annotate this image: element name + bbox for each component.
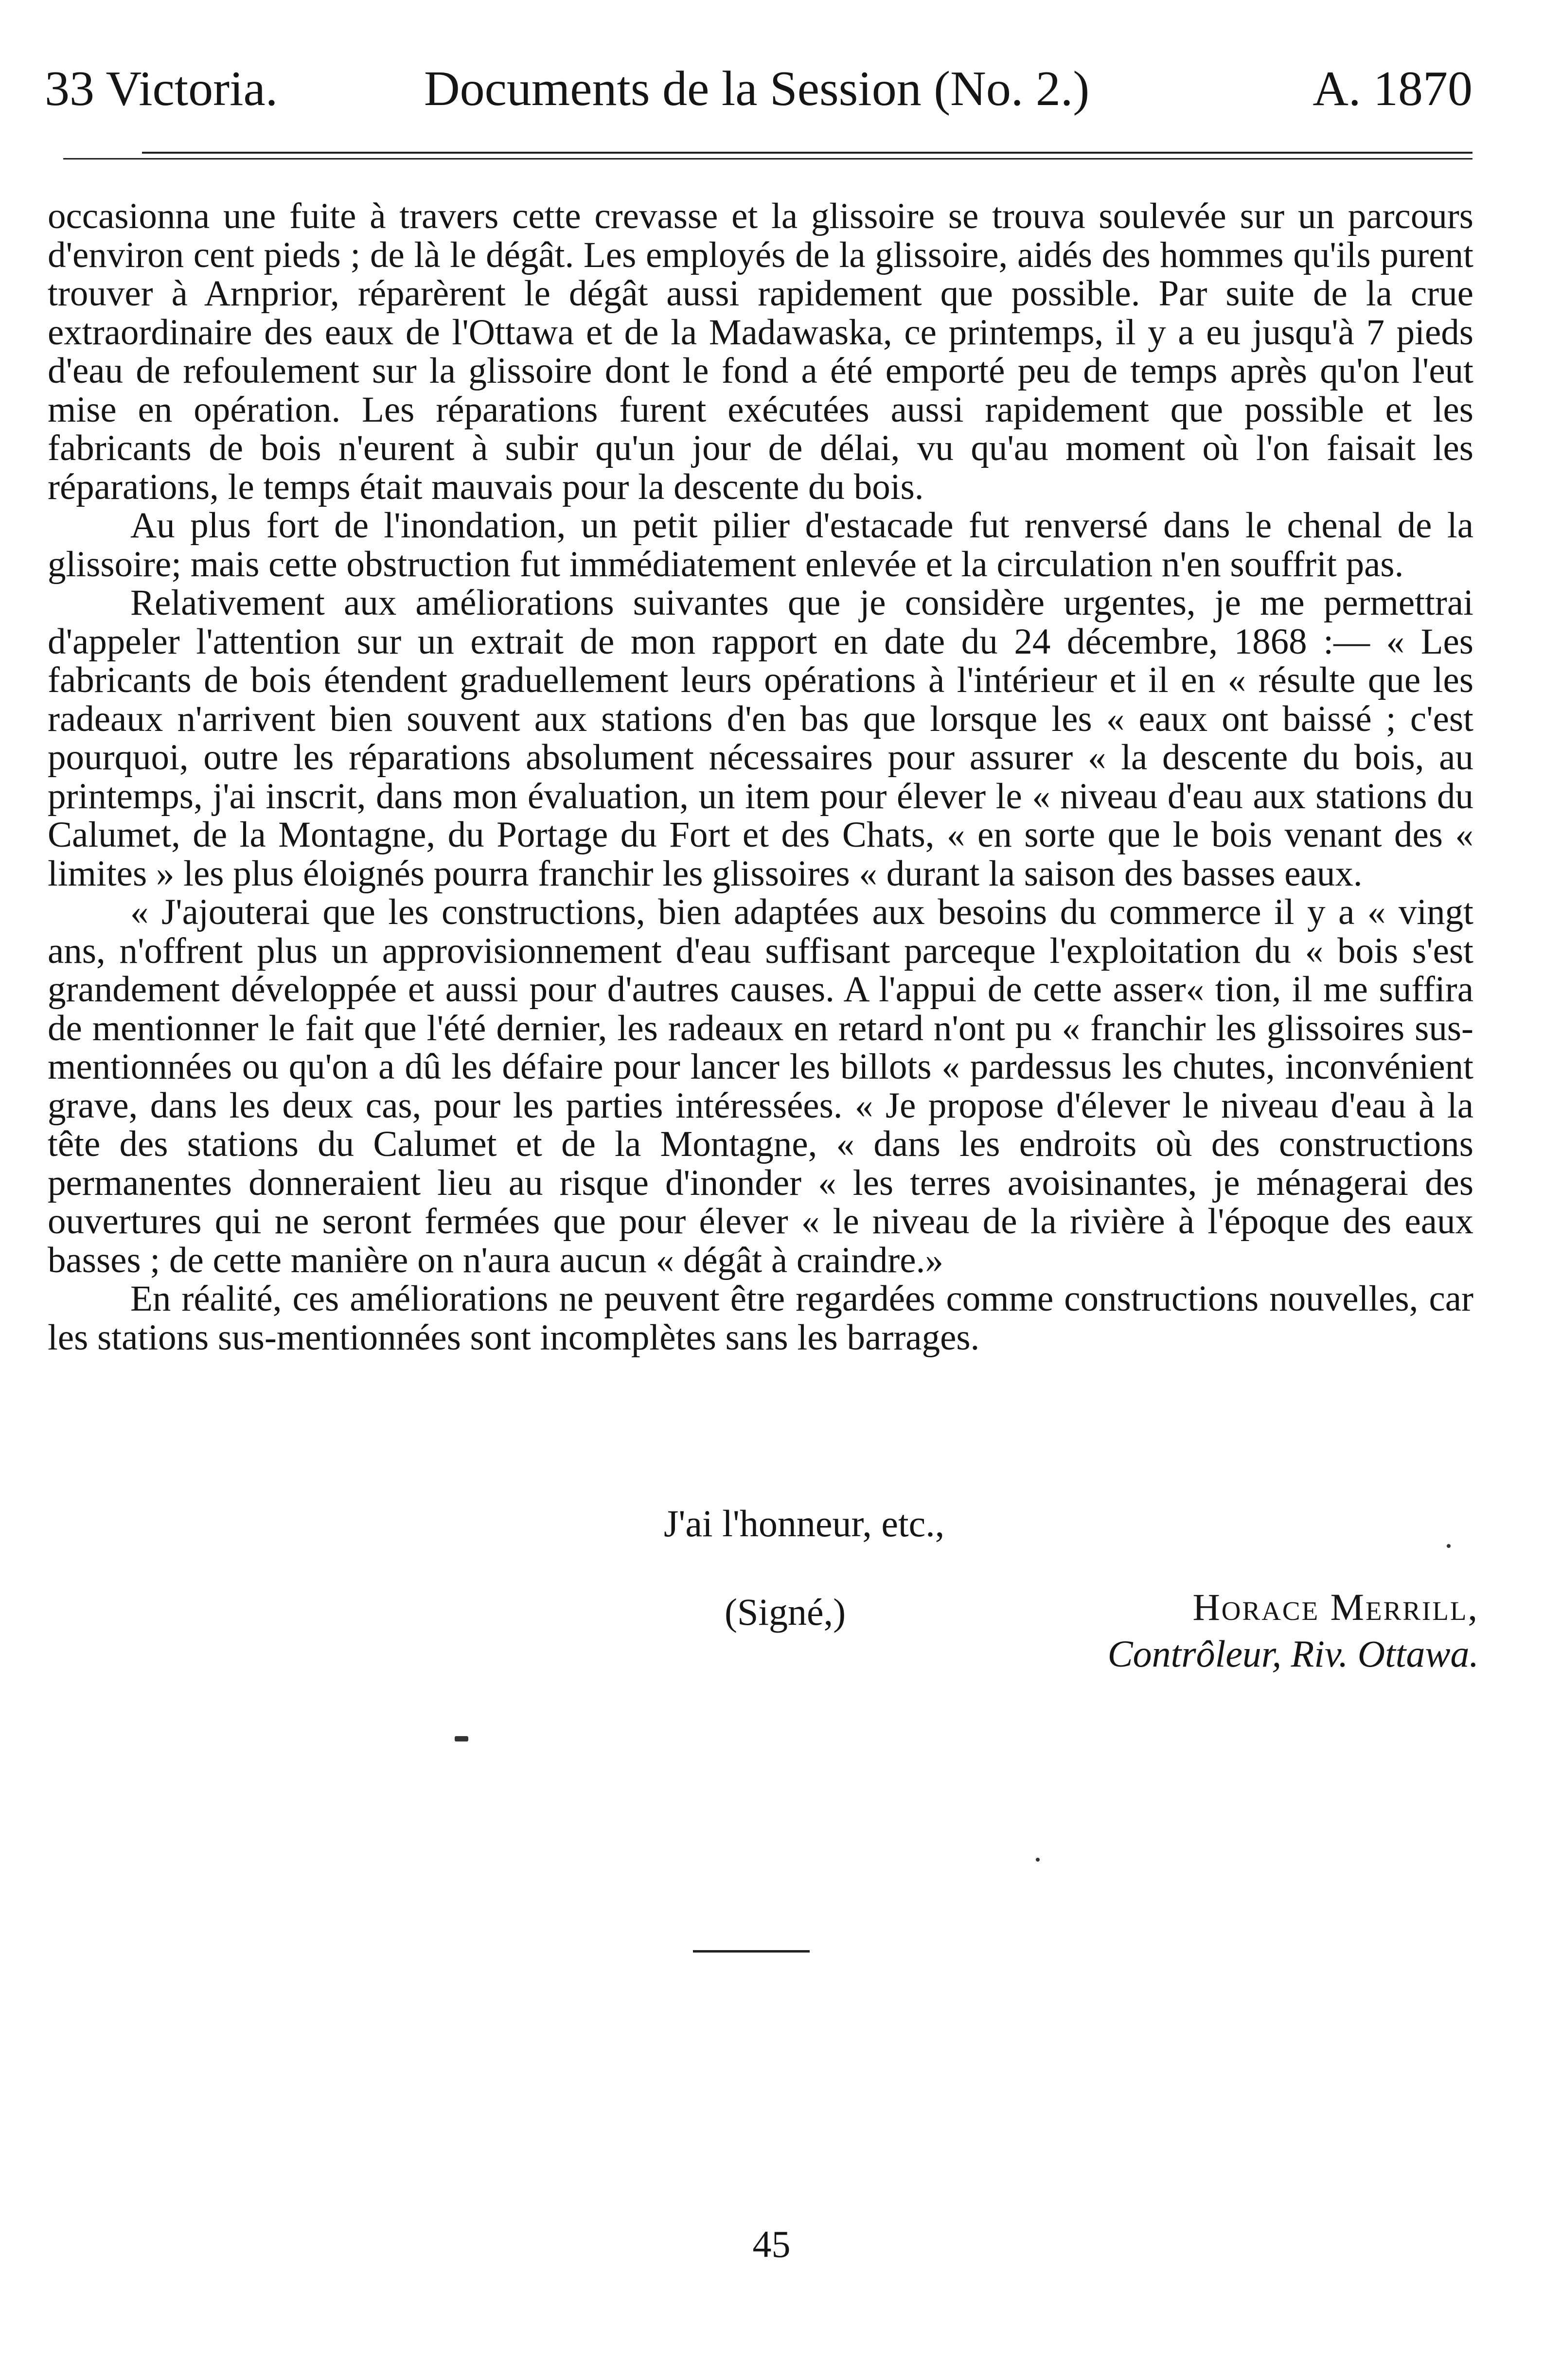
- ink-speck: [1447, 1544, 1451, 1548]
- ink-speck: [455, 1736, 468, 1741]
- quoted-paragraph: « J'ajouterai que les constructions, bien adaptées aux besoins du commerce il y a « vingt ans, n'offrent plus un approvisionnement d'eau suffisant parceque l'exploitation du « bois s'est grandement développée et aussi pour d'autres causes. A l'appui de cette asser« tion, il me suffira de mentionner le fait que l'été dernier, les radeaux en retard n'ont pu « franchir les glissoires sus-mentionnées ou qu'on a dû les défaire pour lancer les billots « pardessus les chutes, inconvénient grave, dans les deux cas, pour les parties intéressées. « Je propose d'élever le niveau d'eau à la tête des stations du Calumet et de la Montagne, « dans les endroits où des constructions permanentes donneraient lieu au risque d'inonder « les terres avoisinantes, je ménagerai des ouvertures qui ne seront fermées que pour élever « le niveau de la rivière à l'époque des eaux basses ; de cette manière on n'aura aucun « dégât à craindre.»: [48, 892, 1473, 1280]
- closing-formula: J'ai l'honneur, etc.,: [664, 1502, 945, 1545]
- signer-title: Contrôleur, Riv. Ottawa.: [1107, 1633, 1479, 1675]
- signer-name: Horace Merrill,: [1192, 1586, 1479, 1628]
- header-rule-bottom: [63, 158, 1472, 160]
- paragraph: En réalité, ces améliorations ne peuvent être regardées comme constructions nouvelles, car les stations sus-mentionnées sont incomplètes sans les barrages.: [48, 1279, 1473, 1358]
- header-volume: 33 Victoria.: [45, 61, 278, 116]
- header-year: A. 1870: [1312, 61, 1472, 116]
- running-header: [45, 62, 1472, 116]
- paragraph: Au plus fort de l'inondation, un petit pilier d'estacade fut renversé dans le chenal de la glissoire; mais cette obstruction fut immédiatement enlevée et la circulation n'en souffrit pas.: [48, 505, 1473, 585]
- ink-speck: [1036, 1858, 1040, 1862]
- end-rule: [693, 1950, 810, 1953]
- header-title: Documents de la Session (No. 2.): [424, 61, 1090, 116]
- page-number: 45: [752, 2223, 791, 2265]
- signature-block: [1108, 1585, 1479, 1676]
- paragraph: Relativement aux améliorations suivantes que je considère urgentes, je me permettrai d'appeler l'attention sur un extrait de mon rapport en date du 24 décembre, 1868 :— « Les fabricants de bois étendent graduellement leurs opérations à l'intérieur et il en « résulte que les radeaux n'arrivent bien souvent aux stations d'en bas que lorsque les « eaux ont baissé ; c'est pourquoi, outre les réparations absolument nécessaires pour assurer « la descente du bois, au printemps, j'ai inscrit, dans mon évaluation, un item pour élever le « niveau d'eau aux stations du Calumet, de la Montagne, du Portage du Fort et des Chats, « en sorte que le bois venant des « limites » les plus éloignés pourra franchir les glissoires « durant la saison des basses eaux.: [48, 583, 1473, 894]
- signed-mark: (Signé,): [725, 1591, 846, 1633]
- body-text: [48, 197, 1473, 1357]
- paragraph-continued: occasionna une fuite à travers cette crevasse et la glissoire se trouva soulevée sur un parcours d'environ cent pieds ; de là le dégât. Les employés de la glissoire, aidés des hommes qu'ils purent trouver à Arnprior, réparèrent le dégât aussi rapidement que possible. Par suite de la crue extraordinaire des eaux de l'Ottawa et de la Madawaska, ce printemps, il y a eu jusqu'à 7 pieds d'eau de refoulement sur la glissoire dont le fond a été emporté peu de temps après qu'on l'eut mise en opération. Les réparations furent exécutées aussi rapidement que possible et les fabricants de bois n'eurent à subir qu'un jour de délai, vu qu'au moment où l'on faisait les réparations, le temps était mauvais pour la descente du bois.: [48, 196, 1473, 507]
- header-rule-top: [142, 152, 1472, 154]
